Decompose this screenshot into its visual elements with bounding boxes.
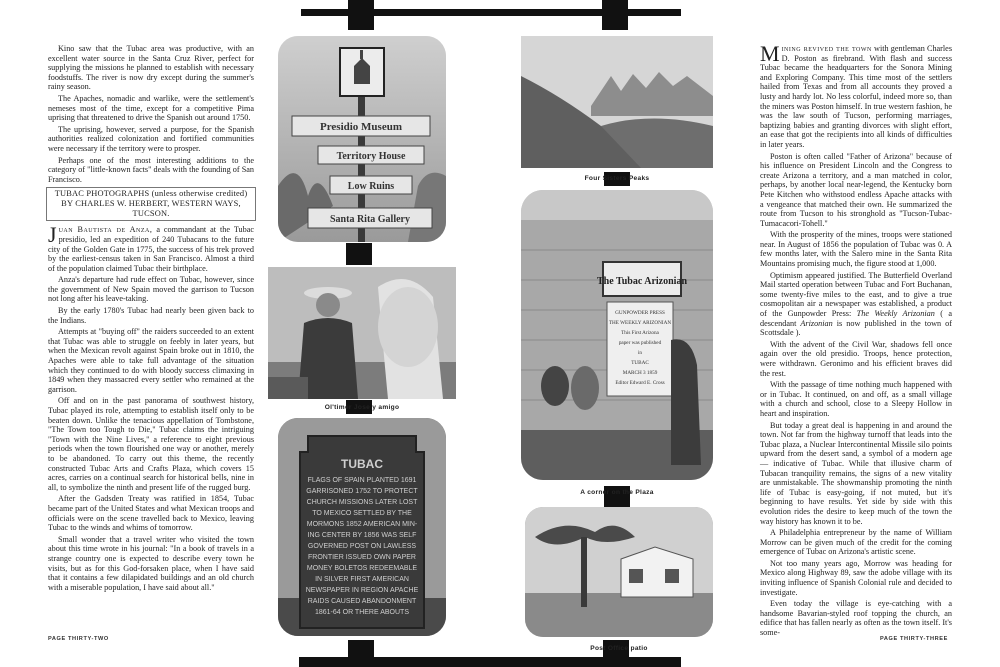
bottom-bar-tab-right — [603, 640, 629, 664]
newspaper-title: The Weekly Arizonian — [856, 309, 935, 319]
sign-board — [292, 116, 430, 136]
newspaper-sign-line: THE WEEKLY ARIZONIAN — [608, 320, 672, 326]
paragraph: Not too many years ago, Morrow was heading for Mexico along Highway 89, saw the adobe village with its inviting influence of Spanish Colonial rule and decided to investigate. — [760, 558, 952, 597]
paragraph-text: a commandant at the Tubac presidio, led an expedition of 240 Tubacans to the future city of the Golden Gate in 1775, the success of his trek proved by the earliest-census taken in San Francisco. Almost a third of the population claimed Tubac their birthplace. — [48, 225, 254, 273]
small-caps-lead: ining revived the town — [781, 44, 872, 53]
sign-board — [330, 176, 412, 194]
photo-credit-line: TUBAC PHOTOGRAPHS (unless otherwise credited) — [54, 189, 248, 199]
newspaper-sign-line: TUBAC — [631, 360, 649, 366]
newspaper-sign-line: MARCH 3 1859 — [622, 370, 658, 376]
svg-text:Presidio Museum: Presidio Museum — [320, 121, 402, 133]
arizonian-sign-header: The Tubac Arizonian — [596, 276, 688, 287]
butterfield-paragraph — [760, 271, 952, 338]
right-text-column — [760, 41, 953, 640]
caption-post-office: Post Office patio — [590, 645, 648, 652]
top-bar-tab-left — [348, 0, 374, 30]
photo-post-office-patio — [525, 507, 713, 637]
photo-four-sisters-peaks — [521, 36, 713, 168]
mining-paragraph — [760, 41, 953, 150]
sign-board — [308, 208, 432, 228]
paragraph: With the advent of the Civil War, shadows fell once again over the old presidio. Troops, hence protection, were withdrawn. Geronimo and his efficient braves did the rest. — [760, 339, 952, 378]
plaque-line: TO MEXICO SETTLED BY THE — [312, 510, 412, 517]
drop-cap: M — [760, 41, 780, 66]
newspaper-sign-line: paper was published — [618, 340, 662, 346]
plaque-line: RAIDS CAUSED ABANDONMENT — [307, 598, 417, 605]
paragraph: Small wonder that a travel writer who visited the town about this time wrote in his journal: "In a book of travels in a strange country one is expected to describe every town he visits, but as for this God-forsaken place, when I have said that it contains a few dilapidated buildings and an old church with a miserable population, I have said about all." — [48, 534, 254, 592]
paragraph: The Apaches, nomadic and warlike, were the settlement's nemeses most of the time, except for a competitive Pima uprising that threatened to drive the Spanish out around 1750. — [48, 93, 254, 123]
drop-cap: J — [48, 222, 57, 248]
caption-jose: Ol'timer Jose y amigo — [324, 404, 400, 411]
bottom-bar-tab-left — [348, 640, 374, 664]
paragraph: Attempts at "buying off" the raiders succeeded to an extent that Tubac was able to struggle on feebly in later years, but when the Mexican revolt against Spain broke out in 1810, the Apaches were able to take full advantage of the situation which they continued to do with bloody success climaxing in 1849 when they massacred every settler who remained at the garrison. — [48, 327, 254, 394]
paragraph: Off and on in the past panorama of southwest history, Tubac played its role, attempting to establish itself only to be beaten down. Unlike the tenacious appellation of Tombstone, "The Town too Tough to Die," Tubac claims the intriguing "Town with the Nine Lives," a reference to eight previous periods when the town flourished one way or another, merely to be abandoned. To carry out this theme, the recently constructed Tubac Arts and Crafts Plaza, which covers 15 acres, carries on a continual search for historical bells, nine in all, to symbolize the ninth and present life of the rugged burg. — [48, 396, 254, 492]
plaque-line: CHURCH MISSIONS LATER LOST — [306, 499, 418, 506]
paragraph: The uprising, however, served a purpose, for the Spanish authorities realized colonization and fortified communities were necessary if the territory were to prosper. — [48, 124, 254, 153]
paragraph: Even today the village is eye-catching with a handsome Bavarian-styled roof topping the church, an edifice that has fallen nearly as often as the town itself. It's some- — [760, 599, 952, 638]
photo-sign-post — [278, 36, 446, 242]
photo-credit-box — [46, 187, 256, 221]
paragraph: By the early 1780's Tubac had nearly been given back to the Indians. — [48, 306, 254, 325]
paragraph: Poston is often called "Father of Arizona" because of his influence on President Lincoln and the Congress to create Arizona a territory, and a man matched in color, perhaps, by another local near-legend, the Kentucky born Pete Kitchen who withstood endless Apache attacks with a vengeance that matched their own. He summarized the route from Tucson to his stronghold as "Tucson-Tubac-Tumacacori-Tohell." — [760, 151, 952, 228]
paragraph: Perhaps one of the most interesting additions to the category of "little-known facts" deals with the founding of San Francisco. — [48, 155, 254, 184]
svg-text:Territory House: Territory House — [336, 151, 406, 162]
sign-board — [318, 146, 424, 164]
caption-four-sisters: Four Sisters Peaks — [584, 175, 650, 182]
plaque-line: GARRISONED 1752 TO PROTECT — [306, 488, 418, 495]
plaque-line: FLAGS OF SPAIN PLANTED 1691 — [307, 477, 417, 484]
photo-historic-plaque — [278, 418, 446, 636]
paragraph: But today a great deal is happening in and around the town. Not far from the highway turnoff that leads into the Tubac plaza, a Nuclear Intercontinental Missile silo points upward from the desert sand, a symbol of a modern age — indicative of Tubac. While that illusive charm of Tubacan tranquility remains, the signs of a new vitality are unmistakable. The showmanship promoting the ninth life of Tubac is easy-going, if not muted, but it's beginning to have results. Yet side by side with this evolution rides the desire to keep much of the town the way history has known it to be. — [760, 420, 952, 526]
plaque-line: GOVERNED POST ON LAWLESS — [307, 543, 417, 550]
page-number-right: PAGE THIRTY-THREE — [880, 636, 948, 642]
anza-paragraph — [48, 222, 254, 273]
top-bar-tab-right — [602, 0, 628, 30]
paragraph: A Philadelphia entrepreneur by the name of William Morrow can be given much of the credit for the coming emergence of Tubac on Arizona's artistic scene. — [760, 528, 952, 557]
paragraph: With the prosperity of the mines, troops were stationed near. In August of 1856 the population of Tubac was 0. A few months later, with the Salero mine in the Santa Rita Mountains promising much, the figure stood at 1,000. — [760, 230, 952, 269]
svg-text:Low Ruins: Low Ruins — [347, 181, 395, 192]
plaque-line: MONEY BOLETOS REDEEMABLE — [306, 565, 418, 572]
caption-plaza: A corner on the Plaza — [580, 489, 654, 496]
paragraph: After the Gadsden Treaty was ratified in 1854, Tubac became part of the United States and what Mexican troops and officials were on the scene travelled back to Mexico, leaving Tubac to the winds and whims of tomorrow. — [48, 494, 254, 533]
paragraph-text: is now published in the town of Scottsdale ). — [760, 318, 953, 338]
newspaper-sign-line: in — [637, 350, 643, 356]
paragraph: Anza's departure had rude effect on Tubac, however, since the government of New Spain moved the garrison to Tucson not long after his leave-taking. — [48, 275, 254, 304]
mid-tab-left-1 — [346, 243, 372, 265]
plaque-line: FRONTIER ISSUED OWN PAPER — [308, 554, 416, 561]
photo-jose-y-amigo — [268, 267, 456, 399]
left-text-column — [48, 44, 254, 594]
paragraph: Kino saw that the Tubac area was productive, with an excellent water source in the Santa Cruz River, perfect for supplying the missions he planned to establish with necessary foodstuffs. The river is now dry except during the summer's rainy season. — [48, 44, 254, 92]
paragraph-text: with gentleman Charles D. Poston as firebrand. With flash and success Tubac became the headquarters for the Sonora Mining and Exploring Company. This time most of the settlers hailed from Texas and from all accounts they proved a lusty and hardy lot. No less colorful, indeed more so, than the miners was Poston himself. In true western fashion, he was the law south of Tucson, performing marriages, baptizing babies and granting divorces with slight effort, an ease that got the recipients into all kinds of difficulties in later years. — [760, 44, 953, 149]
paragraph-text: ( a descendant — [760, 309, 952, 328]
newspaper-title: Arizonian — [800, 318, 833, 328]
newspaper-sign-line: This First Arizona — [621, 330, 659, 336]
paragraph: With the passage of time nothing much happened with or in Tubac. It continued, on and off, as a small village with a church and school, close to a Sleepy Hollow in heart and inspiration. — [760, 380, 952, 418]
small-caps-lead: uan Bautista de Anza, — [58, 225, 153, 235]
paragraph-text: Optimism appeared justified. The Butterfield Overland Mail started operation between Tubac and Fort Buchanan, some twenty-five miles to the east, and to give a true cosmopolitan air a newspaper was established, a product of the Gunpowder Press: — [760, 270, 952, 319]
plaque-line: ING CENTER BY 1856 WAS SELF — [307, 532, 417, 539]
svg-text:Santa Rita Gallery: Santa Rita Gallery — [330, 214, 410, 225]
photo-plaza-corner — [521, 190, 713, 480]
newspaper-sign-line: Editor Edward E. Cross — [615, 380, 665, 386]
plaque-line: 1861-64 OR THERE ABOUTS — [314, 609, 410, 616]
plaque-line: IN SILVER FIRST AMERICAN — [315, 576, 409, 583]
photo-credit-line: BY CHARLES W. HERBERT, WESTERN WAYS, TUCSON. — [61, 199, 241, 219]
plaque-line: MORMONS 1852 AMERICAN MIN- — [306, 521, 418, 528]
newspaper-sign-line: GUNPOWDER PRESS — [615, 310, 665, 316]
page-number-left: PAGE THIRTY-TWO — [48, 636, 109, 642]
plaque-line: NEWSPAPER IN REGION APACHE — [305, 587, 419, 594]
plaque-title: TUBAC — [341, 457, 383, 471]
